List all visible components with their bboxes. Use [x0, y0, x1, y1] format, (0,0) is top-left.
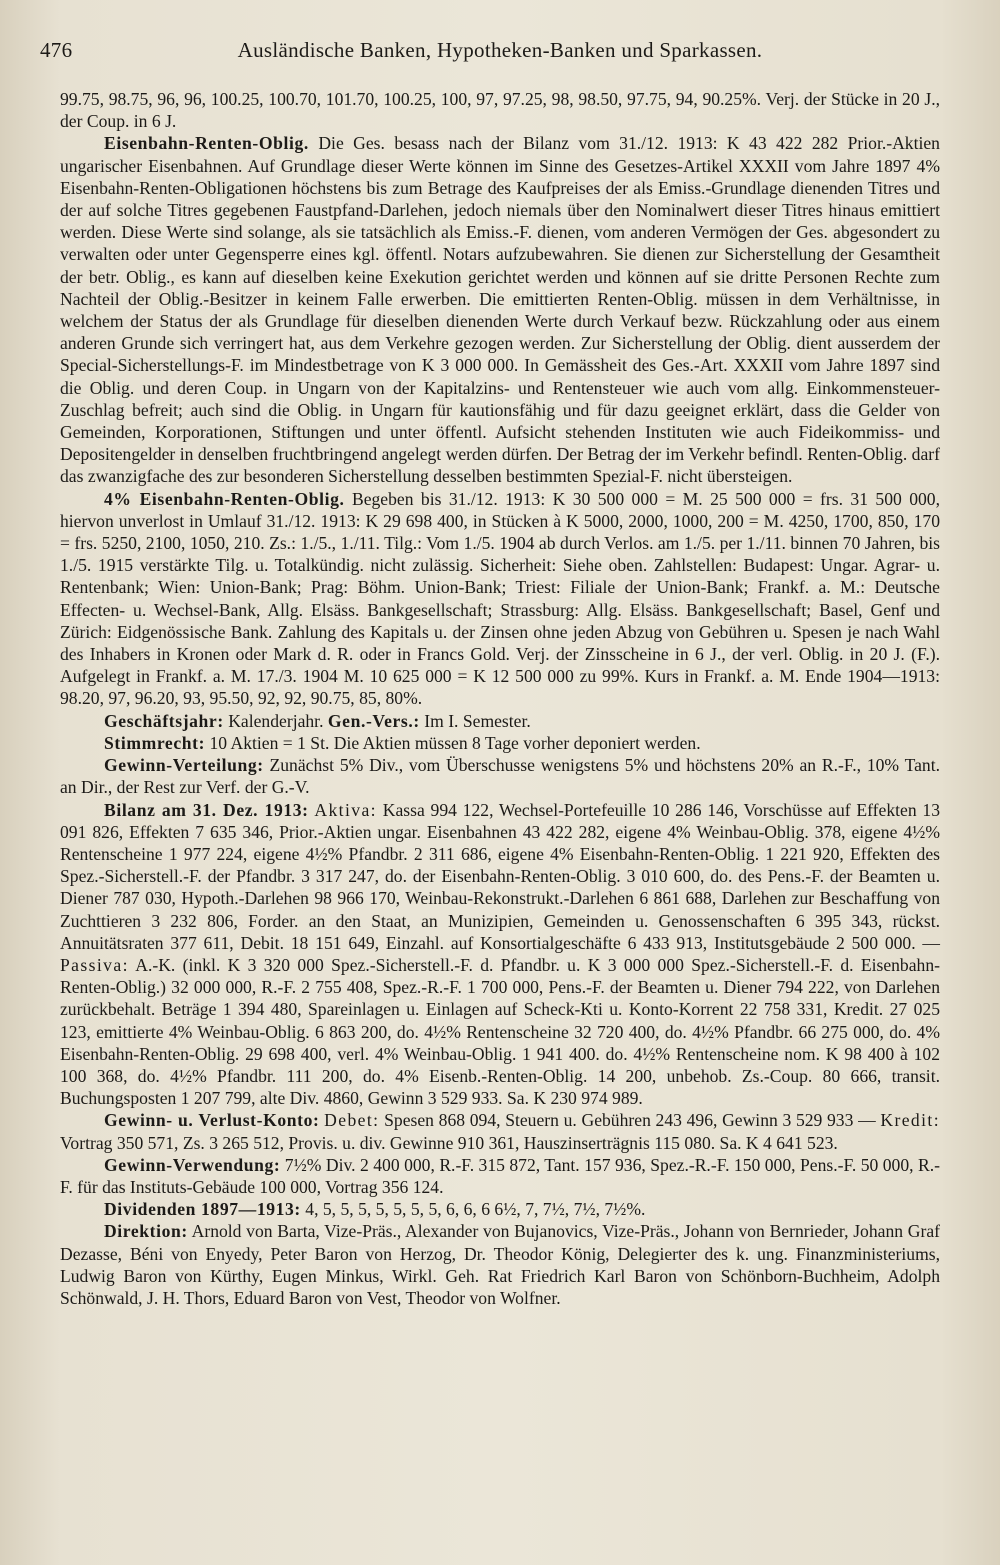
section-heading: Stimmrecht:: [104, 732, 206, 753]
document-body: [60, 88, 940, 1309]
section-heading: Bilanz am 31. Dez. 1913:: [104, 799, 309, 820]
paragraph-gewinn-verteilung: Gewinn-Verteilung: Zunächst 5% Div., vom Überschusse wenigstens 5% und höchstens 20% an R.-F., 10% Tant. an Dir., der Rest zur Verf. der G.-V.: [60, 755, 940, 798]
debet-label: Debet:: [324, 1110, 380, 1131]
paragraph-stimmrecht: Stimmrecht: 10 Aktien = 1 St. Die Aktien müssen 8 Tage vorher deponiert werden.: [104, 732, 701, 753]
paragraph-eisenbahn-renten-oblig: Eisenbahn-Renten-Oblig. Die Ges. besass nach der Bilanz vom 31./12. 1913: K 43 422 282 Prior.-Aktien ungarischer Eisenbahnen. Auf Grundlage dieser Werte können im Sinne des Gesetzes-Artikel XXXII vom Jahre 1897 4% Eisenbahn-Renten-Obligationen höchstens bis zum Betrage des Kaufpreises der als Emiss.-Grundlage dienenden Titres und der auf solche Titres gegebenen Faustpfand-Darlehen, jedoch niemals über den Nominalwert dieser Titres hinaus emittiert werden. Diese Werte sind solange, als sie tatsächlich als Emiss.-F. dienen, vom anderen Vermögen der Ges. abgesondert zu verwalten oder unter Gegensperre eines kgl. öffentl. Notars aufzubewahren. Sie dienen zur Sicherstellung der Gesamtheit der betr. Oblig., es kann auf dieselben keine Exekution gerichtet werden und können auf sie dritte Personen Rechte zum Nachteil der Oblig.-Besitzer in keinem Falle erwerben. Die emittierten Renten-Oblig. müssen in dem Verhältnisse, in welchem der Status der als Grundlage für dieselben dienenden Werte durch Verkauf bezw. Rückzahlung oder aus einem anderen Grunde sich verringert hat, aus dem Verkehre gezogen werden. Zur Sicherstellung der Oblig. dient ausserdem der Special-Sicherstellungs-F. im Mindestbetrage von K 3 000 000. In Gemässheit des Ges.-Art. XXXII vom Jahre 1897 sind die Oblig. und deren Coup. in Ungarn von der Kapitalzins- und Rentensteuer wie auch vom allg. Einkommensteuer-Zuschlag befreit; auch sind die Oblig. in Ungarn für kautionsfähig und für dazu geeignet erklärt, dass die Gelder von Gemeinden, Korporationen, Stiftungen und unter öffentl. Aufsicht stehenden Instituten wie auch Fideikommiss- und Depositengelder in denselben fruchtbringend angelegt werden dürfen. Der Betrag der im Verkehr befindl. Renten-Oblig. darf das zwanzigfache des zur besonderen Sicherstellung desselben bestimmten Spezial-F. nicht übersteigen.: [60, 133, 940, 487]
kredit-label: Kredit:: [880, 1110, 940, 1131]
section-heading: Gewinn-Verwendung:: [104, 1154, 281, 1175]
paragraph-gewinn-verlust: Gewinn- u. Verlust-Konto: Debet: Spesen 868 094, Steuern u. Gebühren 243 496, Gewinn 3 529 933 — Kredit: Vortrag 350 571, Zs. 3 265 512, Provis. u. div. Gewinne 910 361, Hauszinserträgnis 115 080. Sa. K 4 641 523.: [60, 1110, 940, 1153]
page-number: 476: [40, 38, 73, 62]
aktiva-label: Aktiva:: [314, 799, 377, 820]
paragraph-gewinn-verwendung: Gewinn-Verwendung: 7½% Div. 2 400 000, R.-F. 315 872, Tant. 157 936, Spez.-R.-F. 150 000, Pens.-F. 50 000, R.-F. für das Instituts-Gebäude 100 000, Vortrag 356 124.: [60, 1154, 940, 1197]
paragraph-geschaeftsjahr: Geschäftsjahr: Kalenderjahr. Gen.-Vers.: Im I. Semester.: [104, 710, 531, 731]
paragraph-bilanz: Bilanz am 31. Dez. 1913: Aktiva: Kassa 994 122, Wechsel-Portefeuille 10 286 146, Vorschüsse auf Effekten 13 091 826, Effekten 7 635 346, Prior.-Aktien ungar. Eisenbahnen 43 422 282, eigene 4% Weinbau-Oblig. 378, eigene 4½% Rentenscheine 1 977 224, eigene 4½% Pfandbr. 2 311 686, eigene 4% Eisenbahn-Renten-Oblig. 1 221 920, Effekten des Spez.-Sicherstell.-F. der Pfandbr. 3 317 247, do. der Eisenbahn-Renten-Oblig. 3 010 600, do. des Pens.-F. der Beamten u. Diener 787 030, Hypoth.-Darlehen 98 966 170, Weinbau-Rekonstrukt.-Darlehen 6 861 688, Darlehen zur Beschaffung von Zuchttieren 3 232 806, Forder. an den Staat, an Munizipien, Gemeinden u. Genossenschaften 6 395 343, rückst. Annuitätsraten 377 611, Debit. 18 151 649, Einzahl. auf Konsortialgeschäfte 6 433 913, Institutsgebäude 2 500 000. — Passiva: A.-K. (inkl. K 3 320 000 Spez.-Sicherstell.-F. d. Pfandbr. u. K 3 000 000 Spez.-Sicherstell.-F. d. Eisenbahn-Renten-Oblig.) 32 000 000, R.-F. 2 755 408, Spez.-R.-F. 1 700 000, Pens.-F. der Beamten u. Diener 794 222, von Darlehen zurückbehalt. Beträge 1 394 480, Spareinlagen u. Einlagen auf Scheck-Kti u. Konto-Korrent 22 758 331, Kredit. 27 025 123, emittierte 4% Weinbau-Oblig. 6 863 200, do. 4½% Rentenscheine 32 720 400, do. 4½% Pfandbr. 66 275 000, do. 4% Eisenbahn-Renten-Oblig. 29 698 400, verl. 4% Weinbau-Oblig. 1 941 400. do. 4½% Rentenscheine nom. K 98 400 à 102 100 368, do. 4½% Pfandbr. 111 200, do. 4% Eisenb.-Renten-Oblig. 14 200, unbehob. Zs.-Coup. 80 666, transit. Buchungsposten 1 207 799, alte Div. 4860, Gewinn 3 529 933. Sa. K 230 974 989.: [60, 799, 941, 1109]
paragraph-direktion: Direktion: Arnold von Barta, Vize-Präs., Alexander von Bujanovics, Vize-Präs., Johann von Bernrieder, Johann Graf Dezasse, Béni von Enyedy, Peter Baron von Herzog, Dr. Theodor König, Delegierter des k. ung. Finanzministeriums, Ludwig Baron von Kürthy, Eugen Minkus, Wirkl. Geh. Rat Friedrich Karl Baron von Schönborn-Buchheim, Adolph Schönwald, J. H. Thors, Eduard Baron von Vest, Theodor von Wolfner.: [60, 1221, 940, 1308]
section-heading: Dividenden 1897—1913:: [104, 1199, 301, 1220]
section-heading: Direktion:: [104, 1221, 188, 1242]
section-heading: Geschäftsjahr:: [104, 710, 224, 731]
paragraph-dividenden: Dividenden 1897—1913: 4, 5, 5, 5, 5, 5, 5, 5, 6, 6, 6 6½, 7, 7½, 7½, 7½%.: [104, 1199, 646, 1220]
section-heading: Gewinn- u. Verlust-Konto:: [104, 1110, 320, 1131]
section-heading: Gen.-Vers.:: [327, 710, 420, 731]
page-header: [40, 38, 960, 70]
paragraph-kurse: 99.75, 98.75, 96, 96, 100.25, 100.70, 101.70, 100.25, 100, 97, 97.25, 98, 98.50, 97.75, 94, 90.25%. Verj. der Stücke in 20 J., der Coup. in 6 J.: [60, 89, 940, 132]
section-heading: 4% Eisenbahn-Renten-Oblig.: [104, 488, 345, 509]
paragraph-4pct-oblig: 4% Eisenbahn-Renten-Oblig. Begeben bis 31./12. 1913: K 30 500 000 = M. 25 500 000 = frs. 31 500 000, hiervon unverlost in Umlauf 31./12. 1913: K 29 698 400, in Stücken à K 5000, 2000, 1000, 200 = M. 4250, 1700, 850, 170 = frs. 5250, 2100, 1050, 210. Zs.: 1./5., 1./11. Tilg.: Vom 1./5. 1904 ab durch Verlos. am 1./5. per 1./11. binnen 70 Jahren, bis 1./5. 1915 verstärkte Tilg. u. Totalkündig. nicht zulässig. Sicherheit: Siehe oben. Zahlstellen: Budapest: Ungar. Agrar- u. Rentenbank; Wien: Union-Bank; Prag: Böhm. Union-Bank; Triest: Filiale der Union-Bank; Frankf. a. M.: Deutsche Effecten- u. Wechsel-Bank, Allg. Elsäss. Bankgesellschaft; Strassburg: Allg. Elsäss. Bankgesellschaft; Basel, Genf und Zürich: Eidgenössische Bank. Zahlung des Kapitals u. der Zinsen ohne jeden Abzug von Gebühren u. Spesen je nach Wahl des Inhabers in Kronen oder Mark d. R. oder in Francs Gold. Verj. der Zinsscheine in 6 J., der verl. Oblig. in 20 J. (F.). Aufgelegt in Frankf. a. M. 17./3. 1904 M. 10 625 000 = K 12 500 000 zu 99%. Kurs in Frankf. a. M. Ende 1904—1913: 98.20, 97, 96.20, 93, 95.50, 92, 92, 90.75, 85, 80%.: [60, 488, 941, 709]
section-heading: Eisenbahn-Renten-Oblig.: [104, 133, 309, 154]
section-heading: Gewinn-Verteilung:: [104, 755, 264, 776]
running-title: Ausländische Banken, Hypotheken-Banken und Sparkassen.: [237, 38, 763, 62]
passiva-label: Passiva:: [60, 954, 129, 975]
